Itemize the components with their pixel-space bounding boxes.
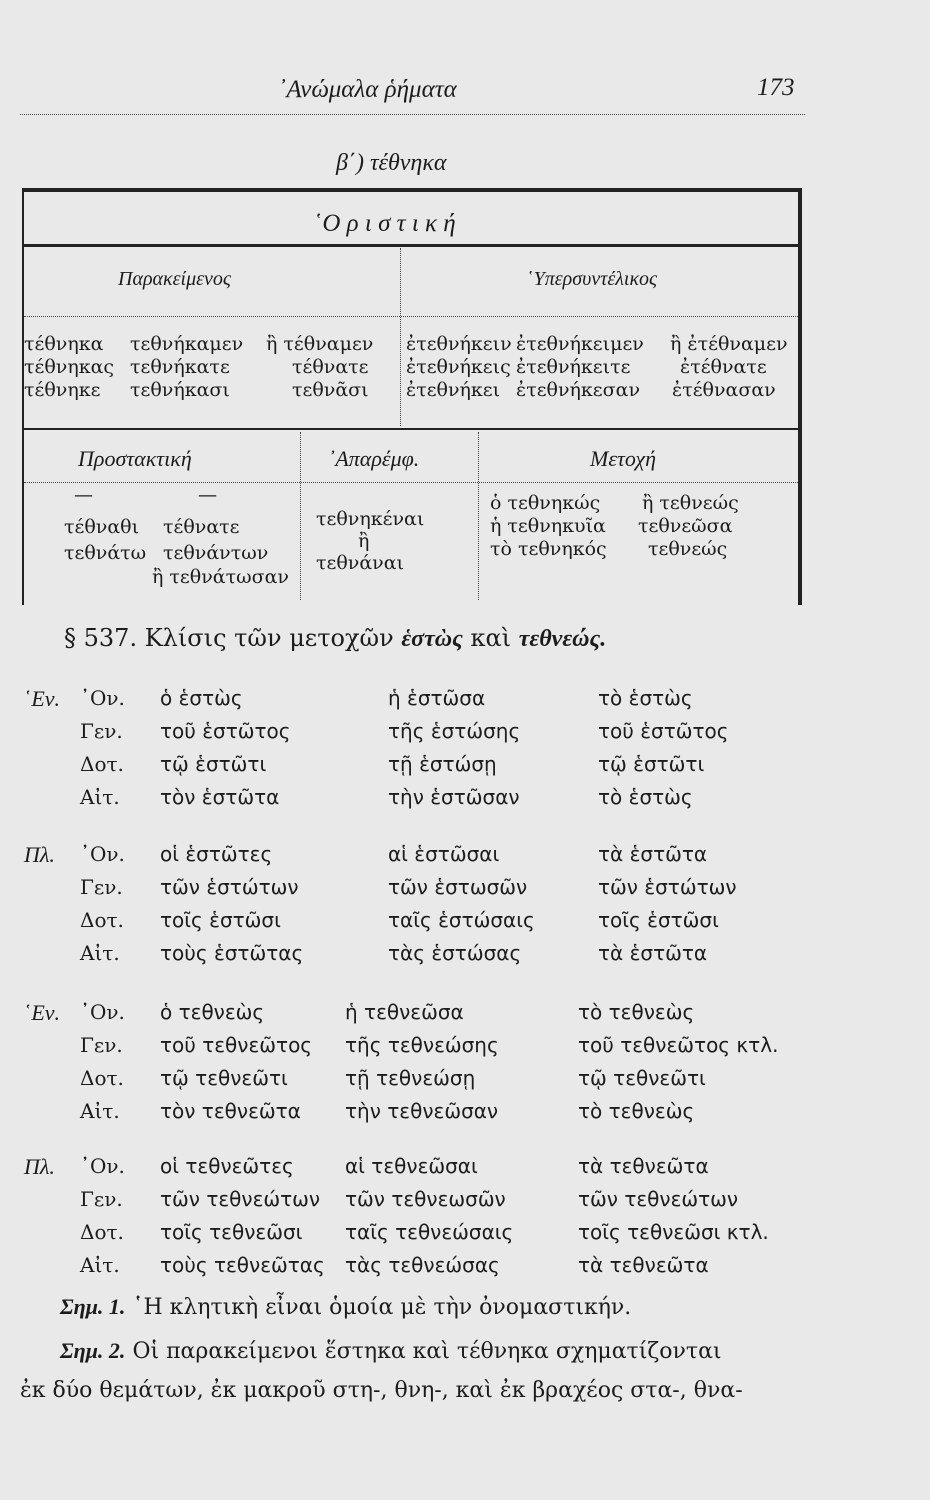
- declension-feminine: τῆς τεθνεώσης: [345, 1033, 499, 1057]
- declension-neuter: τὸ τεθνεὼς: [578, 1099, 695, 1123]
- declension-feminine: ταῖς ἑστώσαις: [388, 908, 535, 932]
- declension-feminine: αἱ ἑστῶσαι: [388, 842, 500, 866]
- declension-feminine: τὴν ἑστῶσαν: [388, 785, 520, 809]
- pluperfect-r3-c1: ἐτεθνήκει: [406, 379, 501, 401]
- declension-feminine: τῶν ἑστωσῶν: [388, 875, 528, 899]
- paragraph-and: καὶ: [470, 624, 512, 652]
- infinitive-or: ἢ: [358, 530, 370, 552]
- declension-feminine: τὴν τεθνεῶσαν: [345, 1099, 499, 1123]
- section-title: β΄) τέθνηκα: [336, 150, 447, 176]
- imperative-header: Προστακτική: [78, 446, 192, 471]
- note-2-label: Σημ. 2.: [60, 1338, 126, 1363]
- declension-case: Δοτ.: [80, 1066, 124, 1090]
- table-right-rule: [798, 190, 802, 605]
- infinitive-form-1: τεθνηκέναι: [316, 508, 425, 530]
- imperative-r1-c2: τέθνατε: [163, 516, 240, 538]
- declension-neuter: τοῖς τεθνεῶσι κτλ.: [578, 1220, 769, 1244]
- perfect-r2-c1: τέθνηκας: [24, 356, 115, 378]
- declension-feminine: τὰς ἑστώσας: [388, 941, 522, 965]
- imperative-dash-2: —: [198, 484, 217, 506]
- declension-neuter: τῶν ἑστώτων: [598, 875, 737, 899]
- pluperfect-r3-c3: ἐτέθνασαν: [672, 379, 776, 401]
- note-1-text: ῾Η κλητικὴ εἶναι ὁμοία μὲ τὴν ὀνομαστικήν.: [132, 1295, 632, 1320]
- note-1: [60, 1294, 631, 1320]
- declension-masculine: τὸν τεθνεῶτα: [160, 1099, 301, 1123]
- declension-feminine: αἱ τεθνεῶσαι: [345, 1154, 478, 1178]
- declension-number-label: Πλ.: [24, 1154, 55, 1179]
- declension-masculine: οἱ ἑστῶτες: [160, 842, 273, 866]
- declension-neuter: τοῦ ἑστῶτος: [598, 719, 729, 743]
- declension-case: Δοτ.: [80, 908, 124, 932]
- declension-case: Γεν.: [80, 1033, 123, 1057]
- declension-masculine: ὁ ἑστὼς: [160, 686, 243, 710]
- declension-masculine: τοὺς τεθνεῶτας: [160, 1253, 325, 1277]
- declension-feminine: τῇ τεθνεώσῃ: [345, 1066, 476, 1090]
- pluperfect-r1-c1: ἐτεθνήκειν: [406, 333, 512, 355]
- declension-case: Αἰτ.: [80, 1099, 120, 1123]
- perfect-r1-c1: τέθνηκα: [24, 333, 104, 355]
- declension-masculine: τῷ ἑστῶτι: [160, 752, 267, 776]
- declension-number-label: ῾Εν.: [24, 686, 61, 711]
- declension-neuter: τὸ ἑστὼς: [598, 785, 693, 809]
- imperative-dash-1: —: [74, 484, 93, 506]
- note-2: [60, 1338, 722, 1364]
- participle-r3-c2: τεθνεώς: [648, 538, 728, 560]
- mood-rule: [24, 244, 798, 247]
- declension-masculine: τοῦ ἑστῶτος: [160, 719, 291, 743]
- declension-masculine: τοῖς τεθνεῶσι: [160, 1220, 303, 1244]
- participle-r2-c1: ἡ τεθνηκυῖα: [490, 515, 606, 537]
- lower-header-rule: [24, 482, 798, 483]
- running-title: ᾿Ανώμαλα ῥήματα: [278, 76, 457, 103]
- declension-case: ᾿Ον.: [80, 842, 125, 866]
- declension-case: Γεν.: [80, 875, 123, 899]
- paragraph-heading: [64, 624, 606, 653]
- declension-masculine: τοῦ τεθνεῶτος: [160, 1033, 313, 1057]
- pluperfect-r1-c2: ἐτεθνήκειμεν: [516, 333, 644, 355]
- paragraph-number: § 537.: [64, 624, 138, 652]
- declension-masculine: οἱ τεθνεῶτες: [160, 1154, 294, 1178]
- declension-case: Αἰτ.: [80, 1253, 120, 1277]
- declension-feminine: ἡ τεθνεῶσα: [345, 1000, 464, 1024]
- imperative-divider: [300, 432, 301, 600]
- declension-feminine: τῶν τεθνεωσῶν: [345, 1187, 506, 1211]
- declension-masculine: τῶν τεθνεώτων: [160, 1187, 321, 1211]
- declension-neuter: τὸ τεθνεὼς: [578, 1000, 695, 1024]
- declension-number-label: ῾Εν.: [24, 1000, 61, 1025]
- declension-masculine: τοὺς ἑστῶτας: [160, 941, 304, 965]
- perfect-r2-c2: τεθνήκατε: [130, 356, 230, 378]
- declension-feminine: ἡ ἑστῶσα: [388, 686, 486, 710]
- pluperfect-r2-c1: ἐτεθνήκεις: [406, 356, 511, 378]
- participle-r1-c1: ὁ τεθνηκώς: [490, 492, 601, 514]
- declension-case: ᾿Ον.: [80, 1154, 125, 1178]
- perfect-r3-c3: τεθνᾶσι: [292, 379, 369, 401]
- perfect-header: Παρακείμενος: [118, 268, 231, 290]
- paragraph-text: Κλίσις τῶν μετοχῶν: [144, 624, 394, 652]
- indicative-header-rule: [24, 316, 798, 317]
- participle-r3-c1: τὸ τεθνηκός: [490, 538, 607, 560]
- participle-header: Μετοχή: [590, 446, 657, 471]
- declension-case: Δοτ.: [80, 752, 124, 776]
- table-top-rule: [22, 188, 802, 192]
- perfect-r1-c2: τεθνήκαμεν: [130, 333, 244, 355]
- declension-case: Αἰτ.: [80, 785, 120, 809]
- paragraph-word-2: τεθνεώς.: [518, 626, 607, 652]
- declension-neuter: τῷ ἑστῶτι: [598, 752, 705, 776]
- indicative-divider: [400, 248, 401, 426]
- participle-r1-c2: ἢ τεθνεώς: [642, 492, 739, 514]
- declension-neuter: τοῦ τεθνεῶτος κτλ.: [578, 1033, 779, 1057]
- mood-title: ῾Ο ρ ι σ τ ι κ ή: [314, 210, 456, 237]
- declension-feminine: τὰς τεθνεώσας: [345, 1253, 500, 1277]
- perfect-r3-c1: τέθνηκε: [24, 379, 101, 401]
- perfect-r3-c2: τεθνήκασι: [130, 379, 230, 401]
- declension-feminine: τῇ ἑστώσῃ: [388, 752, 497, 776]
- pluperfect-header: ῾Υπερσυντέλικος: [527, 268, 658, 290]
- declension-number-label: Πλ.: [24, 842, 55, 867]
- paragraph-word-1: ἑστὼς: [401, 626, 463, 652]
- declension-masculine: τὸν ἑστῶτα: [160, 785, 280, 809]
- pluperfect-r1-c3: ἢ ἐτέθναμεν: [670, 333, 788, 355]
- note-2-text: Οἱ παρακείμενοι ἕστηκα καὶ τέθνηκα σχηματίζονται: [132, 1339, 722, 1364]
- imperative-r1-c1: τέθναθι: [64, 516, 140, 538]
- declension-case: Γεν.: [80, 1187, 123, 1211]
- note-2-continuation: ἐκ δύο θεμάτων, ἐκ μακροῦ στη-, θνη-, καὶ ἐκ βραχέος στα-, θνα-: [20, 1378, 743, 1403]
- declension-neuter: τὰ ἑστῶτα: [598, 941, 708, 965]
- declension-feminine: τῆς ἑστώσης: [388, 719, 521, 743]
- declension-neuter: τῶν τεθνεώτων: [578, 1187, 739, 1211]
- declension-case: ᾿Ον.: [80, 1000, 125, 1024]
- imperative-alt: ἢ τεθνάτωσαν: [152, 566, 289, 588]
- imperative-r2-c1: τεθνάτω: [64, 542, 147, 564]
- header-rule: [20, 114, 805, 115]
- page-number: 173: [757, 74, 795, 101]
- declension-neuter: τῷ τεθνεῶτι: [578, 1066, 706, 1090]
- pluperfect-r3-c2: ἐτεθνήκεσαν: [516, 379, 640, 401]
- declension-feminine: ταῖς τεθνεώσαις: [345, 1220, 514, 1244]
- note-1-label: Σημ. 1.: [60, 1294, 126, 1319]
- declension-masculine: τῷ τεθνεῶτι: [160, 1066, 288, 1090]
- declension-neuter: τὰ τεθνεῶτα: [578, 1154, 709, 1178]
- declension-masculine: ὁ τεθνεὼς: [160, 1000, 265, 1024]
- imperative-r2-c2: τεθνάντων: [163, 542, 269, 564]
- declension-neuter: τὰ τεθνεῶτα: [578, 1253, 709, 1277]
- indicative-bottom-rule: [24, 428, 798, 430]
- declension-case: ᾿Ον.: [80, 686, 125, 710]
- declension-masculine: τοῖς ἑστῶσι: [160, 908, 281, 932]
- infinitive-header: ᾿Απαρέμφ.: [328, 446, 420, 471]
- declension-neuter: τοῖς ἑστῶσι: [598, 908, 719, 932]
- declension-case: Γεν.: [80, 719, 123, 743]
- declension-neuter: τὰ ἑστῶτα: [598, 842, 708, 866]
- infinitive-form-2: τεθνάναι: [316, 552, 405, 574]
- infinitive-divider: [478, 432, 479, 600]
- declension-masculine: τῶν ἑστώτων: [160, 875, 299, 899]
- perfect-r1-c3: ἢ τέθναμεν: [266, 333, 374, 355]
- perfect-r2-c3: τέθνατε: [292, 356, 369, 378]
- pluperfect-r2-c2: ἐτεθνήκειτε: [516, 356, 631, 378]
- declension-neuter: τὸ ἑστὼς: [598, 686, 693, 710]
- pluperfect-r2-c3: ἐτέθνατε: [680, 356, 767, 378]
- participle-r2-c2: τεθνεῶσα: [638, 515, 733, 537]
- declension-case: Αἰτ.: [80, 941, 120, 965]
- declension-case: Δοτ.: [80, 1220, 124, 1244]
